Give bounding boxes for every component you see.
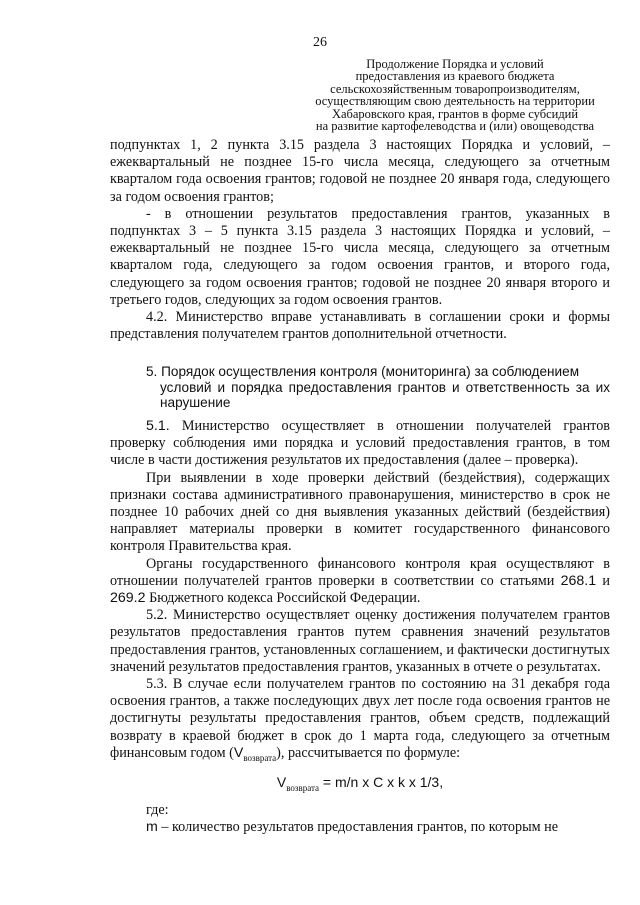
header-line: осуществляющим свою деятельность на территории xyxy=(315,94,595,109)
variable-subscript: возврата xyxy=(243,752,277,763)
paragraph xyxy=(110,819,610,836)
header-line: сельскохозяйственным товаропроизводителям, xyxy=(330,81,580,96)
formula-subscript: возврата xyxy=(286,782,320,793)
document-body xyxy=(110,137,610,836)
article-number: 269.2 xyxy=(110,589,146,606)
paragraph-text: 5.3. В случае если получателем грантов по состоянию на 31 декабря года освоения грантов, а также последующих двух лет после года освоения грантов не достигнуты результаты предоставления грантов, объем средств, подлежащий возврату в краевой бюджет в срок до 1 марта года, следующего за отчетным финансовым годом ( xyxy=(110,675,610,761)
paragraph xyxy=(110,418,610,470)
paragraph-text: Бюджетного кодекса Российской Федерации. xyxy=(145,589,421,606)
header-line: предоставления из краевого бюджета xyxy=(355,69,555,84)
formula-v: V xyxy=(276,773,287,790)
variable-m: m xyxy=(146,819,158,836)
header-line: на развитие картофелеводства и (или) овощеводства xyxy=(315,119,595,134)
article-number: 268.1 xyxy=(560,572,597,589)
page-number: 26 xyxy=(313,35,327,50)
paragraph xyxy=(110,676,610,767)
paragraph-text: и xyxy=(596,572,610,589)
paragraph: 4.2. Министерство вправе устанавливать в соглашении сроки и формы представления получателем грантов дополнительной отчетности. xyxy=(110,309,610,343)
header-line: Хабаровского края, грантов в форме субсидий xyxy=(331,106,579,121)
paragraph-text: – количество результатов предоставления грантов, по которым не xyxy=(157,819,559,836)
formula-expression: = m/n x C x k x 1/3, xyxy=(319,773,444,790)
where-label: где: xyxy=(146,801,169,818)
clause-text: Министерство осуществляет в отношении получателей грантов проверку соблюдения ими порядка и условий предоставления грантов, в том числе в части достижения результатов их предоставления (далее – проверка). xyxy=(110,417,610,469)
paragraph: подпунктах 1, 2 пункта 3.15 раздела 3 настоящих Порядка и условий, – ежеквартальный не позднее 15-го числа месяца, следующего за отчетным кварталом года освоения грантов; годовой не позднее 20 января года, следующего за годом освоения грантов; xyxy=(110,137,610,205)
paragraph xyxy=(110,556,610,608)
document-header xyxy=(300,58,610,132)
header-line: Продолжение Порядка и условий xyxy=(366,57,544,71)
clause-number: 5.1. xyxy=(146,417,170,434)
paragraph: При выявлении в ходе проверки действий (бездействия), содержащих признаки состава административного правонарушения, министерство в срок не позднее 10 рабочих дней со дня выявления указанных действий (бездействия) направляет материалы проверки в комитет государственного финансового контроля Правительства края. xyxy=(110,469,610,555)
section-heading-line: 5. Порядок осуществления контроля (мониторинга) за соблюдением xyxy=(146,364,580,380)
paragraph: - в отношении результатов предоставления грантов, указанных в подпунктах 3 – 5 пункта 3.15 раздела 3 настоящих Порядка и условий, – ежеквартальный не позднее 15-го числа месяца, следующего за отчетным кварталом года, следующего за годом освоения грантов, и второго года, следующего за годом освоения грантов; годовой не позднее 20 января второго и третьего годов, следующих за годом освоения грантов. xyxy=(110,205,610,308)
variable-v: V xyxy=(233,744,244,761)
paragraph: 5.2. Министерство осуществляет оценку достижения получателем грантов результатов предоставления грантов путем сравнения значений результатов предоставления грантов, установленных соглашением, и фактически достигнутых значений результатов предоставления грантов, указанных в отчете о результатах. xyxy=(110,607,610,675)
paragraph-text: ), рассчитывается по формуле: xyxy=(276,744,461,761)
formula xyxy=(110,774,610,797)
section-heading xyxy=(110,364,610,411)
section-heading-rest: условий и порядка предоставления грантов и ответственность за их нарушение xyxy=(160,379,610,411)
paragraph-text: Органы государственного финансового контроля края осуществляют в отношении получателей грантов проверки в соответствии со статьями xyxy=(110,555,610,589)
